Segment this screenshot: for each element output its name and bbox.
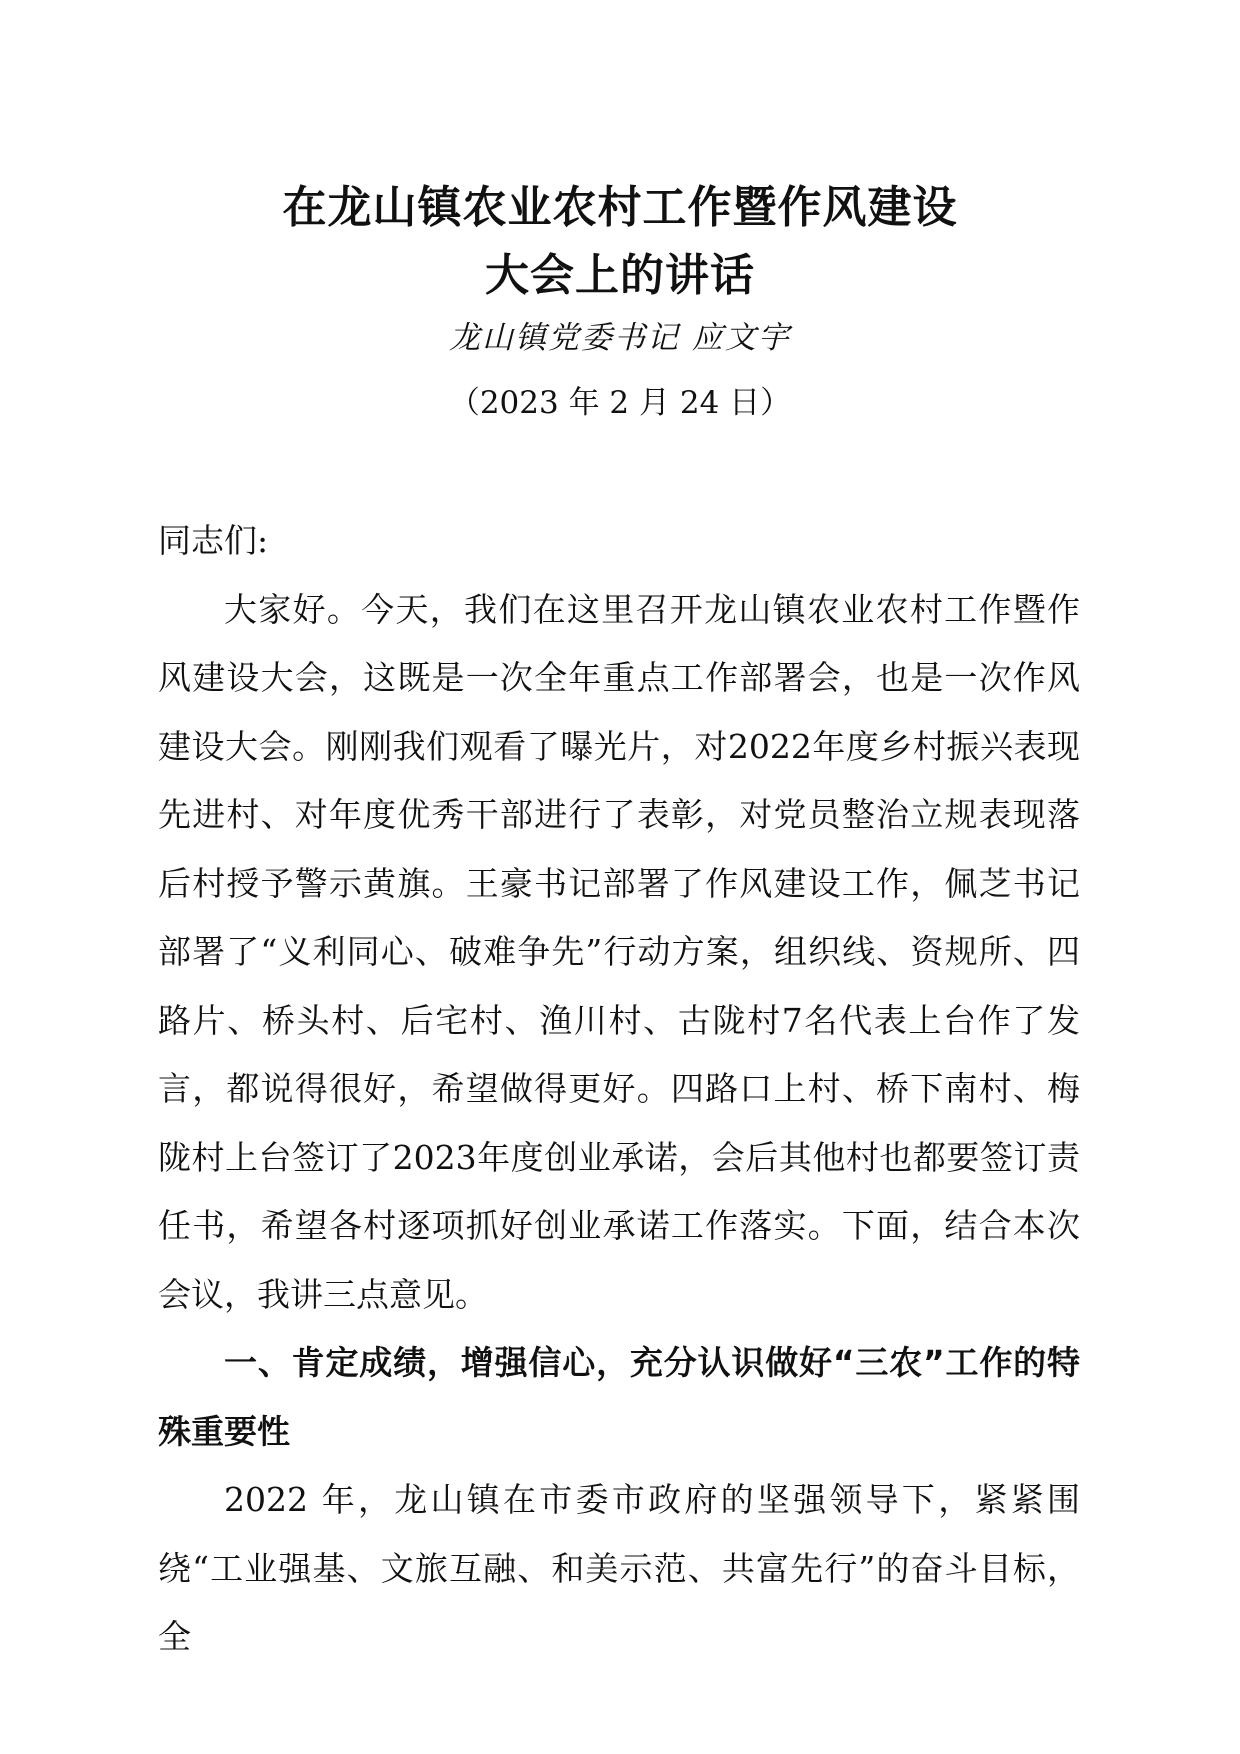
salutation: 同志们: <box>158 521 269 560</box>
section-heading: 一、肯定成绩，增强信心，充分认识做好“三农”工作的特殊重要性 <box>158 1343 1080 1451</box>
document-body <box>158 507 1080 1672</box>
author-line: 龙山镇党委书记 应文宇 <box>449 320 791 356</box>
body-paragraph: 大家好。今天，我们在这里召开龙山镇农业农村工作暨作风建设大会，这既是一次全年重点工作部署会，也是一次作风建设大会。刚刚我们观看了曝光片，对2022年度乡村振兴表现先进村、对年度优秀干部进行了表彰，对党员整治立规表现落后村授予警示黄旗。王豪书记部署了作风建设工作，佩芝书记部署了“义利同心、破难争先”行动方案，组织线、资规所、四路片、桥头村、后宅村、渔川村、古陇村7名代表上台作了发言，都说得很好，希望做得更好。四路口上村、桥下南村、梅陇村上台签订了2023年度创业承诺，会后其他村也都要签订责任书，希望各村逐项抓好创业承诺工作落实。下面，结合本次会议，我讲三点意见。 <box>158 589 1080 1314</box>
body-paragraph: 2022 年，龙山镇在市委市政府的坚强领导下，紧紧围绕“工业强基、文旅互融、和美示范、共富先行”的奋斗目标，全 <box>158 1480 1080 1656</box>
date-line: （2023 年 2 月 24 日） <box>448 385 792 421</box>
document-title-line-2: 大会上的讲话 <box>485 250 755 301</box>
document-title-line-1: 在龙山镇农业农村工作暨作风建设 <box>282 182 958 233</box>
